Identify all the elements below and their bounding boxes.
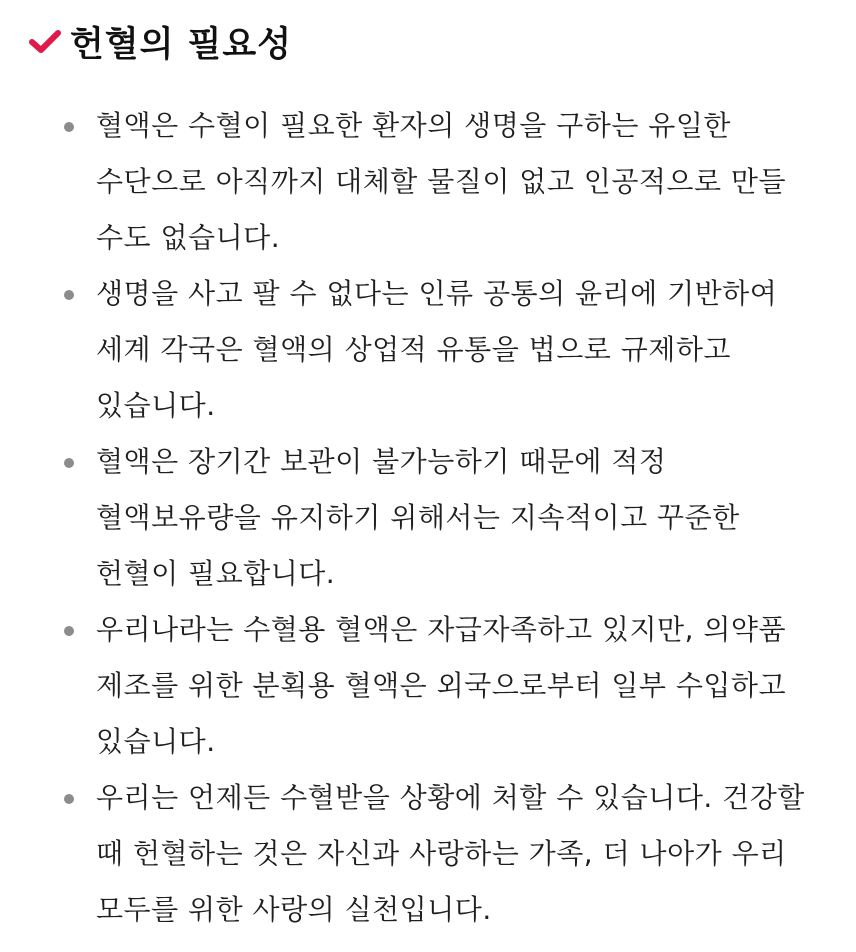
list-item-line: 수단으로 아직까지 대체할 물질이 없고 인공적으로 만들 — [96, 165, 787, 198]
list-item-line: 생명을 사고 팔 수 없다는 인류 공통의 윤리에 기반하여 — [96, 277, 778, 310]
list-item — [58, 602, 838, 770]
list-item — [58, 770, 838, 938]
bullet-icon — [64, 290, 74, 300]
list-item-line: 있습니다. — [96, 725, 216, 758]
list-item-line: 헌혈이 필요합니다. — [96, 557, 336, 590]
check-icon — [28, 28, 62, 56]
list-item-line: 혈액은 수혈이 필요한 환자의 생명을 구하는 유일한 — [96, 109, 731, 142]
bullet-icon — [64, 122, 74, 132]
list-item — [58, 98, 838, 266]
bullet-icon — [64, 458, 74, 468]
list-item-line: 우리는 언제든 수혈받을 상황에 처할 수 있습니다. 건강할 — [96, 781, 805, 814]
bullet-icon — [64, 794, 74, 804]
bullet-icon — [64, 626, 74, 636]
list-item-line: 때 헌혈하는 것은 자신과 사랑하는 가족, 더 나아가 우리 — [96, 837, 787, 870]
list-item-line: 우리나라는 수혈용 혈액은 자급자족하고 있지만, 의약품 — [96, 613, 787, 646]
list-item-line: 모두를 위한 사랑의 실천입니다. — [96, 893, 492, 926]
page-title: 헌혈의 필요성 — [70, 25, 293, 65]
list-item-line: 수도 없습니다. — [96, 221, 281, 254]
list-item-line: 혈액보유량을 유지하기 위해서는 지속적이고 꾸준한 — [96, 501, 740, 534]
list-item — [58, 266, 838, 434]
list-item-line: 제조를 위한 분획용 혈액은 외국으로부터 일부 수입하고 — [96, 669, 787, 702]
list-item — [58, 434, 838, 602]
list-item-line: 혈액은 장기간 보관이 불가능하기 때문에 적정 — [96, 445, 667, 478]
section-heading — [28, 14, 292, 70]
list-item-line: 있습니다. — [96, 389, 216, 422]
bullet-list — [58, 98, 838, 938]
list-item-line: 세계 각국은 혈액의 상업적 유통을 법으로 규제하고 — [96, 333, 731, 366]
